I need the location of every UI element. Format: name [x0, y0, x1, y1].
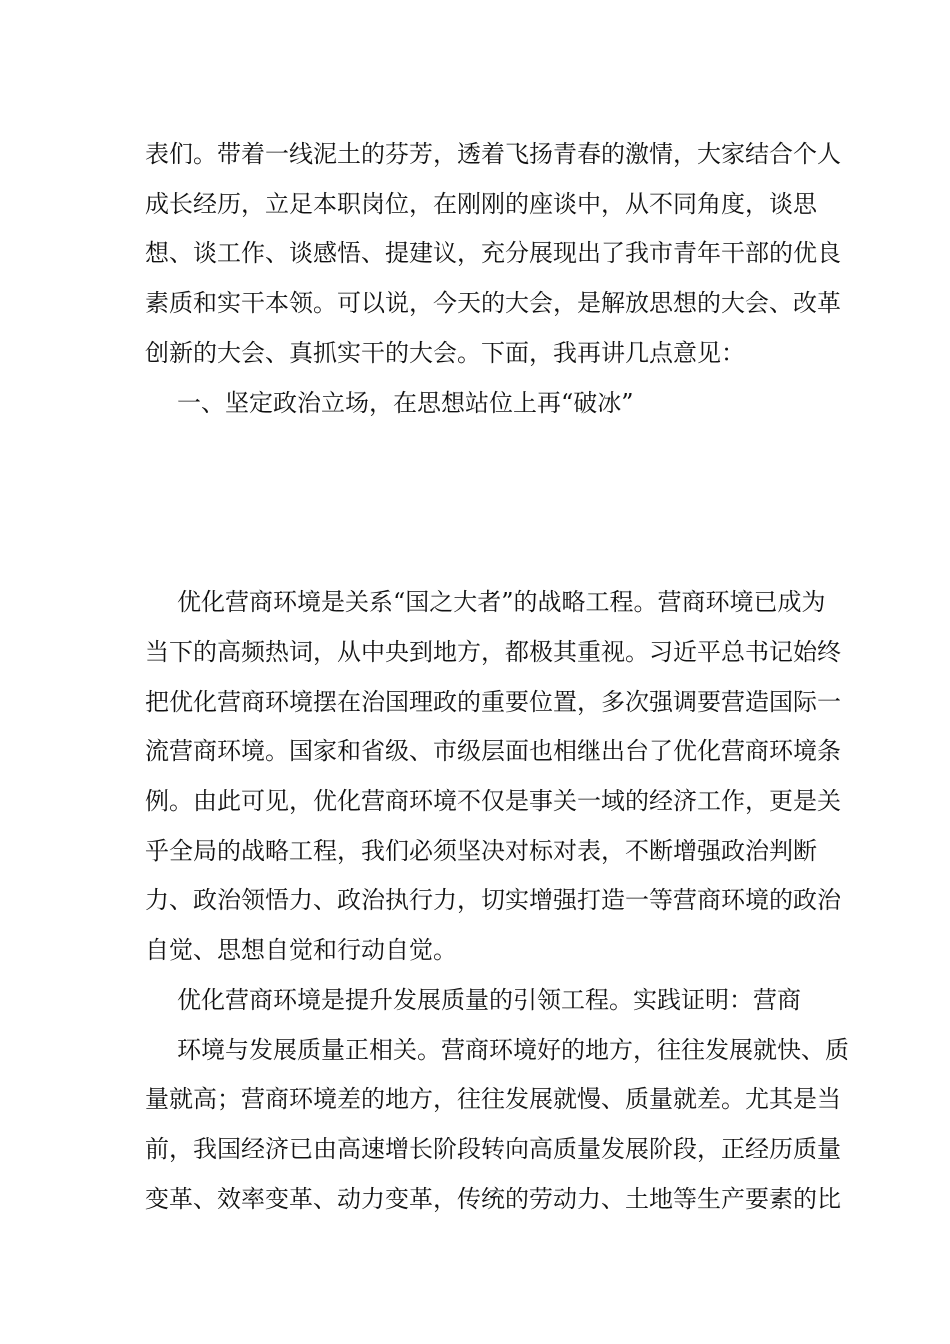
paragraph-4-line-3: 前，我国经济已由高速增长阶段转向高质量发展阶段，正经历质量 [145, 1135, 841, 1163]
paragraph-4-line-4: 变革、效率变革、动力变革，传统的劳动力、土地等生产要素的比 [145, 1185, 841, 1213]
paragraph-4-line-2: 量就高；营商环境差的地方，往往发展就慢、质量就差。尤其是当 [145, 1085, 841, 1113]
paragraph-2-line-5: 例。由此可见，优化营商环境不仅是事关一域的经济工作，更是关 [145, 787, 841, 815]
paragraph-1-line-1: 表们。带着一线泥土的芬芳，透着飞扬青春的激情，大家结合个人 [145, 140, 841, 168]
paragraph-2-line-4: 流营商环境。国家和省级、市级层面也相继出台了优化营商环境条 [145, 737, 841, 765]
paragraph-1-line-4: 素质和实干本领。可以说，今天的大会，是解放思想的大会、改革 [145, 289, 841, 317]
paragraph-1-line-2: 成长经历，立足本职岗位，在刚刚的座谈中，从不同角度，谈思 [145, 190, 817, 218]
paragraph-2-line-3: 把优化营商环境摆在治国理政的重要位置，多次强调要营造国际一 [145, 688, 841, 716]
paragraph-2-line-6: 乎全局的战略工程，我们必须坚决对标对表，不断增强政治判断 [145, 837, 817, 865]
paragraph-1-line-3: 想、谈工作、谈感悟、提建议，充分展现出了我市青年干部的优良 [145, 239, 841, 267]
paragraph-2-line-7: 力、政治领悟力、政治执行力，切实增强打造一等营商环境的政治 [145, 886, 841, 914]
paragraph-3-line-1: 优化营商环境是提升发展质量的引领工程。实践证明：营商 [177, 986, 801, 1014]
paragraph-1-line-5: 创新的大会、真抓实干的大会。下面，我再讲几点意见： [145, 339, 745, 367]
paragraph-2-line-2: 当下的高频热词，从中央到地方，都极其重视。习近平总书记始终 [145, 638, 841, 666]
section-heading: 一、坚定政治立场，在思想站位上再“破冰” [177, 389, 634, 417]
paragraph-2-line-8: 自觉、思想自觉和行动自觉。 [145, 936, 457, 964]
paragraph-4-line-1: 环境与发展质量正相关。营商环境好的地方，往往发展就快、质 [177, 1036, 849, 1064]
paragraph-2-line-1: 优化营商环境是关系“国之大者”的战略工程。营商环境已成为 [177, 588, 826, 616]
